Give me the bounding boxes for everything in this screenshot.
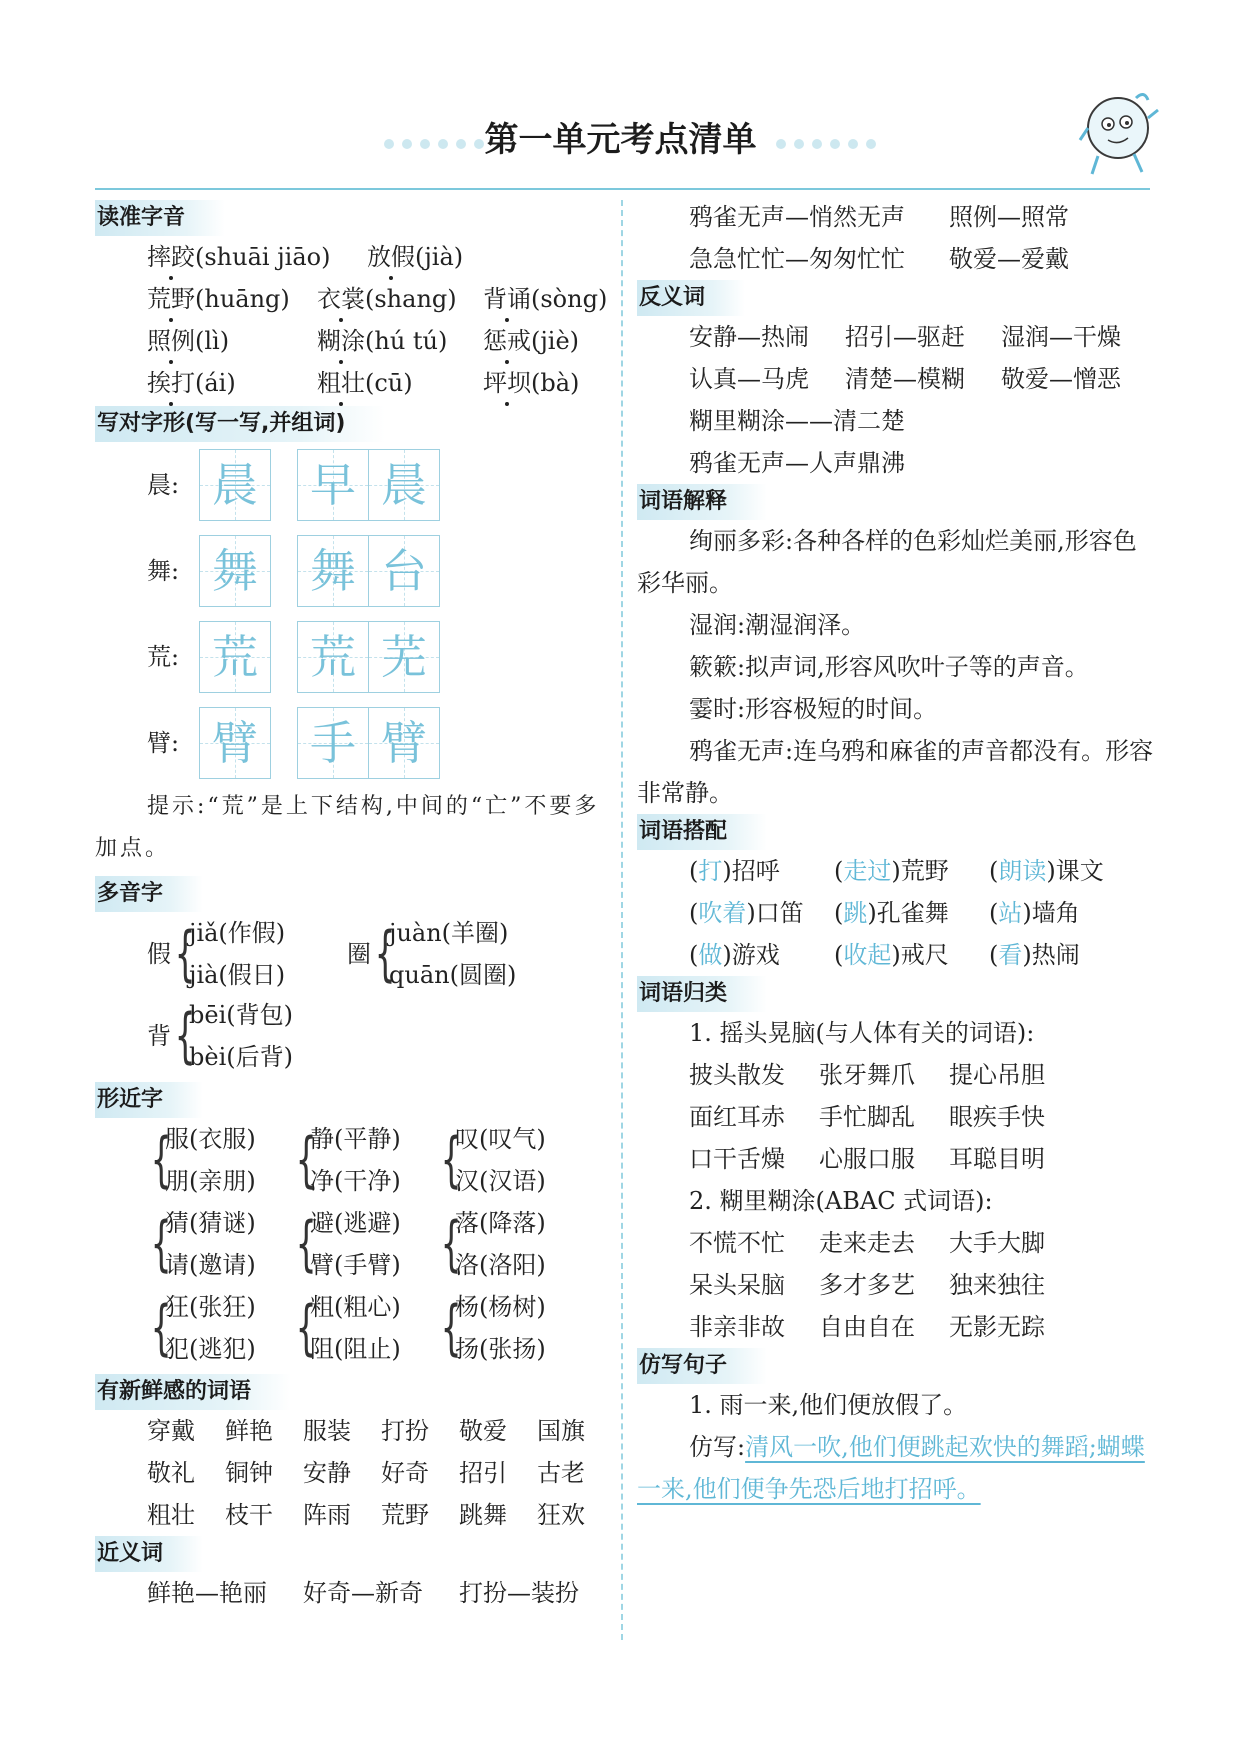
section-heading-collocations: 词语搭配	[637, 814, 767, 850]
section-heading-fresh-words: 有新鲜感的词语	[95, 1374, 291, 1410]
page-title: 第一单元考点清单	[484, 120, 757, 160]
pronunciation-row	[147, 278, 615, 320]
writing-box: 臂	[199, 707, 271, 779]
pronunciation-row	[147, 320, 615, 362]
section-heading-polyphonic: 多音字	[95, 876, 203, 912]
explanation-item: 簌簌:拟声词,形容风吹叶子等的声音。	[689, 653, 1089, 681]
word-row: 鸦雀无声—悄然无声 照例—照常	[689, 203, 1069, 231]
pronunciation-list	[95, 236, 615, 404]
word-row: 急急忙忙—匆匆忙忙 敬爱—爱戴	[689, 245, 1069, 273]
explanation-item: 霎时:形容极短的时间。	[689, 695, 938, 723]
section-heading-writing: 写对字形(写一写,并组词)	[95, 406, 385, 442]
writing-box: 荒	[297, 621, 369, 693]
word-row: 粗壮 枝干 阵雨 荒野 跳舞 狂欢	[147, 1501, 585, 1529]
section-heading-explanations: 词语解释	[637, 484, 767, 520]
explanations-list	[637, 520, 1157, 814]
right-column	[637, 196, 1157, 1510]
pinyin: (huāng)	[195, 285, 290, 313]
section-heading-imitation: 仿写句子	[637, 1348, 767, 1384]
writing-box: 手	[297, 707, 369, 779]
writing-box: 臂	[369, 707, 440, 779]
word: 糊涂	[317, 327, 365, 355]
mascot-icon	[1078, 88, 1160, 186]
similar-group: { 猜(猜谜) 请(邀请)	[150, 1209, 256, 1279]
word: 摔跤	[147, 243, 195, 271]
word: 照例	[147, 327, 195, 355]
fresh-words-list	[95, 1410, 615, 1536]
collocation-row: (吹着)口笛 (跳)孔雀舞 (站)墙角	[689, 899, 1080, 927]
writing-box: 晨	[199, 449, 271, 521]
similar-group: { 避(逃避) 臂(手臂)	[295, 1209, 401, 1279]
word-row: 敬礼 铜钟 安静 好奇 招引 古老	[147, 1459, 585, 1487]
pinyin: (shuāi jiāo)	[195, 243, 331, 271]
similar-group: { 狂(张狂) 犯(逃犯)	[150, 1293, 256, 1363]
pinyin: (lì)	[195, 327, 230, 355]
explanation-item: 绚丽多彩:各种各样的色彩灿烂美丽,形容色彩华丽。	[637, 527, 1137, 597]
pinyin: (bà)	[531, 369, 580, 397]
section-heading-classification: 词语归类	[637, 976, 767, 1012]
explanation-item: 湿润:潮湿润泽。	[689, 611, 866, 639]
word-row: 鲜艳—艳丽 好奇—新奇 打扮—装扮	[147, 1579, 579, 1607]
word-row: 鸦雀无声—人声鼎沸	[689, 449, 905, 477]
word-row: 口干舌燥 心服口服 耳聪目明	[689, 1145, 1045, 1173]
section-heading-pronunciation: 读准字音	[95, 200, 225, 236]
explanation-item: 鸦雀无声:连乌鸦和麻雀的声音都没有。形容非常静。	[637, 737, 1154, 807]
word-row: 呆头呆脑 多才多艺 独来独往	[689, 1271, 1045, 1299]
section-heading-synonyms: 近义词	[95, 1536, 203, 1572]
header-rule	[95, 188, 1150, 190]
similar-group: { 粗(粗心) 阻(阻止)	[295, 1293, 401, 1363]
writing-grid	[95, 442, 615, 786]
pronunciation-row	[147, 236, 615, 278]
pronunciation-row	[147, 362, 615, 404]
word: 粗壮	[317, 369, 365, 397]
word-row: 披头散发 张牙舞爪 提心吊胆	[689, 1061, 1045, 1089]
similar-group: { 杨(杨树) 扬(张扬)	[440, 1293, 546, 1363]
polyphonic-list	[95, 912, 615, 1078]
writing-tip: 提示:“荒”是上下结构,中间的“亡”不要多加点。	[95, 794, 600, 861]
word-row: 面红耳赤 手忙脚乱 眼疾手快	[689, 1103, 1045, 1131]
writing-box: 晨	[369, 449, 440, 521]
word: 衣裳	[317, 285, 365, 313]
pinyin: (jià)	[415, 243, 464, 271]
antonyms-list	[637, 316, 1157, 484]
word: 惩戒	[483, 327, 531, 355]
category-title: 2. 糊里糊涂(ABAC 式词语):	[689, 1187, 993, 1215]
synonyms-list	[95, 1572, 615, 1614]
collocation-row: (做)游戏 (收起)戒尺 (看)热闹	[689, 941, 1080, 969]
word: 荒野	[147, 285, 195, 313]
similar-group: { 服(衣服) 朋(亲朋)	[150, 1125, 256, 1195]
similar-group: { 叹(叹气) 汉(汉语)	[440, 1125, 546, 1195]
polyphonic-group: 背 { bēi(背包) bèi(后背)	[147, 1001, 293, 1071]
writing-row	[95, 700, 615, 786]
column-divider	[621, 200, 623, 1640]
writing-label: 荒:	[147, 643, 180, 671]
category-title: 1. 摇头晃脑(与人体有关的词语):	[689, 1019, 1035, 1047]
section-heading-similar: 形近字	[95, 1082, 203, 1118]
word-row: 安静—热闹 招引—驱赶 湿润—干燥	[689, 323, 1121, 351]
imitation-answer: 仿写:清风一吹,他们便跳起欢快的舞蹈;蝴蝶一来,他们便争先恐后地打招呼。	[637, 1433, 1145, 1503]
left-column	[95, 200, 615, 1614]
similar-chars-grid	[95, 1118, 615, 1370]
word-row: 穿戴 鲜艳 服装 打扮 敬爱 国旗	[147, 1417, 585, 1445]
word: 放假	[367, 243, 415, 271]
writing-box: 芜	[369, 621, 440, 693]
word: 背诵	[483, 285, 531, 313]
writing-label: 舞:	[147, 557, 180, 585]
writing-row	[95, 528, 615, 614]
pinyin: (sòng)	[531, 285, 608, 313]
writing-row	[95, 442, 615, 528]
title-dots-right	[772, 134, 880, 148]
writing-label: 臂:	[147, 729, 180, 757]
polyphonic-char: 圈	[347, 940, 371, 968]
similar-group: { 落(降落) 洛(洛阳)	[440, 1209, 546, 1279]
pinyin: (shang)	[365, 285, 457, 313]
writing-box: 早	[297, 449, 369, 521]
polyphonic-char: 假	[147, 940, 171, 968]
writing-box: 台	[369, 535, 440, 607]
word: 挨打	[147, 369, 195, 397]
pinyin: (jiè)	[531, 327, 580, 355]
polyphonic-char: 背	[147, 1022, 171, 1050]
word-row: 糊里糊涂——清二楚	[689, 407, 905, 435]
collocation-row: (打)招呼 (走过)荒野 (朗读)课文	[689, 857, 1104, 885]
word: 坪坝	[483, 369, 531, 397]
pinyin: (cū)	[365, 369, 413, 397]
writing-row	[95, 614, 615, 700]
collocations-list	[637, 850, 1157, 976]
writing-box: 舞	[297, 535, 369, 607]
pinyin: (ái)	[195, 369, 236, 397]
classification-list	[637, 1012, 1157, 1348]
pinyin: (hú tú)	[365, 327, 448, 355]
similar-group: { 静(平静) 净(干净)	[295, 1125, 401, 1195]
imitation-block	[637, 1384, 1157, 1510]
polyphonic-group: 圈 { juàn(羊圈) quān(圆圈)	[347, 919, 517, 989]
writing-box: 舞	[199, 535, 271, 607]
polyphonic-group: 假 { jiǎ(作假) jià(假日)	[147, 919, 286, 989]
writing-box: 荒	[199, 621, 271, 693]
section-heading-antonyms: 反义词	[637, 280, 745, 316]
imitation-example: 1. 雨一来,他们便放假了。	[689, 1391, 968, 1419]
synonyms-continued	[637, 196, 1157, 280]
writing-label: 晨:	[147, 471, 180, 499]
word-row: 不慌不忙 走来走去 大手大脚	[689, 1229, 1045, 1257]
word-row: 非亲非故 自由自在 无影无踪	[689, 1313, 1045, 1341]
word-row: 认真—马虎 清楚—模糊 敬爱—憎恶	[689, 365, 1121, 393]
